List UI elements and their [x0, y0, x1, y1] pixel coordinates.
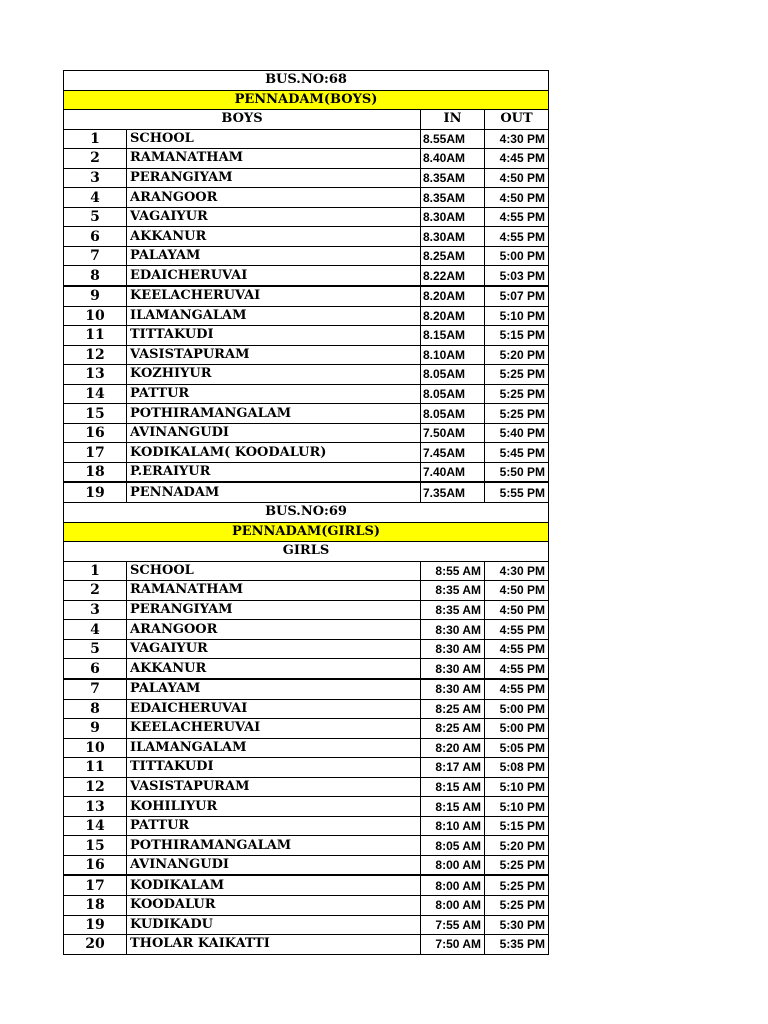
out-time: 5:35 PM: [485, 935, 549, 955]
out-time: 4:55 PM: [485, 639, 549, 659]
stop-name: KUDIKADU: [127, 915, 421, 935]
table-row: [64, 797, 549, 817]
stop-number: 3: [64, 600, 127, 620]
table-row: [64, 207, 549, 227]
in-time: 8:55 AM: [421, 561, 485, 581]
out-time: 5:10 PM: [485, 777, 549, 797]
stop-name: KOODALUR: [127, 895, 421, 915]
stop-name: ARANGOOR: [127, 620, 421, 640]
out-time: 5:15 PM: [485, 816, 549, 836]
stop-number: 9: [64, 719, 127, 739]
table-row: [64, 129, 549, 149]
in-time: 8:15 AM: [421, 777, 485, 797]
out-time: 5:10 PM: [485, 797, 549, 817]
stop-name: EDAICHERUVAI: [127, 266, 421, 286]
out-time: 5:00 PM: [485, 246, 549, 266]
out-time: 5:55 PM: [485, 482, 549, 502]
stop-name: TITTAKUDI: [127, 326, 421, 346]
table-row: [64, 738, 549, 758]
out-time: 4:55 PM: [485, 659, 549, 679]
group-header-row: [64, 542, 549, 562]
stop-name: PERANGIYAM: [127, 600, 421, 620]
stop-name: ARANGOOR: [127, 188, 421, 208]
in-time: 8.05AM: [421, 365, 485, 385]
table-row: [64, 462, 549, 482]
stop-name: KODIKALAM: [127, 875, 421, 895]
table-row: [64, 443, 549, 463]
table-row: [64, 935, 549, 955]
stop-name: P.ERAIYUR: [127, 462, 421, 482]
out-time: 5:20 PM: [485, 345, 549, 365]
stop-name: POTHIRAMANGALAM: [127, 836, 421, 856]
in-time: 8.55AM: [421, 129, 485, 149]
in-time: 8.40AM: [421, 149, 485, 169]
bus-number-row: [64, 503, 549, 523]
out-time: 4:50 PM: [485, 188, 549, 208]
stop-name: AKKANUR: [127, 659, 421, 679]
stop-number: 17: [64, 875, 127, 895]
stop-name: VASISTAPURAM: [127, 345, 421, 365]
stop-number: 7: [64, 679, 127, 699]
out-time: 5:00 PM: [485, 699, 549, 719]
in-time: 8:17 AM: [421, 758, 485, 778]
table-row: [64, 188, 549, 208]
stop-name: AKKANUR: [127, 227, 421, 247]
stop-name: EDAICHERUVAI: [127, 699, 421, 719]
stop-number: 15: [64, 404, 127, 424]
stop-number: 11: [64, 326, 127, 346]
stop-name: SCHOOL: [127, 129, 421, 149]
stop-number: 4: [64, 188, 127, 208]
bus-number: BUS.NO:68: [64, 71, 549, 91]
stop-number: 19: [64, 482, 127, 502]
stop-number: 1: [64, 561, 127, 581]
bus-number-row: [64, 71, 549, 91]
stop-number: 19: [64, 915, 127, 935]
in-time: 8.05AM: [421, 384, 485, 404]
table-row: [64, 326, 549, 346]
table-row: [64, 699, 549, 719]
stop-number: 13: [64, 797, 127, 817]
table-row: [64, 620, 549, 640]
stop-number: 8: [64, 266, 127, 286]
out-time: 5:10 PM: [485, 306, 549, 326]
stop-name: KODIKALAM( KOODALUR): [127, 443, 421, 463]
table-row: [64, 246, 549, 266]
in-time: 8:25 AM: [421, 719, 485, 739]
table-row: [64, 581, 549, 601]
in-time: 8.20AM: [421, 286, 485, 306]
stop-number: 2: [64, 149, 127, 169]
stop-number: 10: [64, 738, 127, 758]
in-time: 8.30AM: [421, 227, 485, 247]
stop-name: KOHILIYUR: [127, 797, 421, 817]
out-time: 5:25 PM: [485, 404, 549, 424]
in-time: 8:25 AM: [421, 699, 485, 719]
stop-name: PALAYAM: [127, 679, 421, 699]
table-row: [64, 227, 549, 247]
in-time: 7:50 AM: [421, 935, 485, 955]
table-row: [64, 600, 549, 620]
group-header: GIRLS: [64, 542, 549, 562]
stop-name: POTHIRAMANGALAM: [127, 404, 421, 424]
table-row: [64, 149, 549, 169]
in-time: 8:30 AM: [421, 659, 485, 679]
out-time: 4:45 PM: [485, 149, 549, 169]
out-time: 5:45 PM: [485, 443, 549, 463]
stop-name: RAMANATHAM: [127, 581, 421, 601]
out-time: 4:55 PM: [485, 679, 549, 699]
in-time: 8.05AM: [421, 404, 485, 424]
out-time: 5:25 PM: [485, 384, 549, 404]
stop-name: KOZHIYUR: [127, 365, 421, 385]
out-time: 5:03 PM: [485, 266, 549, 286]
in-time: 7:55 AM: [421, 915, 485, 935]
stop-name: AVINANGUDI: [127, 855, 421, 875]
in-time: 8:20 AM: [421, 738, 485, 758]
stop-name: PENNADAM: [127, 482, 421, 502]
stop-name: VASISTAPURAM: [127, 777, 421, 797]
in-time: 8:00 AM: [421, 855, 485, 875]
out-time: 4:30 PM: [485, 561, 549, 581]
table-row: [64, 423, 549, 443]
stop-number: 9: [64, 286, 127, 306]
stop-name: PATTUR: [127, 384, 421, 404]
in-time: 8:05 AM: [421, 836, 485, 856]
stop-name: PERANGIYAM: [127, 168, 421, 188]
out-time: 5:50 PM: [485, 462, 549, 482]
stop-number: 18: [64, 895, 127, 915]
table-row: [64, 816, 549, 836]
out-time: 4:30 PM: [485, 129, 549, 149]
stop-name: THOLAR KAIKATTI: [127, 935, 421, 955]
table-row: [64, 345, 549, 365]
stop-number: 18: [64, 462, 127, 482]
out-time: 5:25 PM: [485, 365, 549, 385]
table-row: [64, 306, 549, 326]
stop-number: 16: [64, 423, 127, 443]
out-header: OUT: [485, 110, 549, 130]
route-title: PENNADAM(BOYS): [64, 90, 549, 110]
timetable-body: [64, 71, 549, 955]
in-time: 8:00 AM: [421, 875, 485, 895]
in-time: 7.40AM: [421, 462, 485, 482]
bus-number: BUS.NO:69: [64, 503, 549, 523]
out-time: 4:50 PM: [485, 581, 549, 601]
in-time: 7.35AM: [421, 482, 485, 502]
table-row: [64, 365, 549, 385]
table-row: [64, 168, 549, 188]
out-time: 4:55 PM: [485, 620, 549, 640]
stop-name: PATTUR: [127, 816, 421, 836]
stop-name: KEELACHERUVAI: [127, 719, 421, 739]
out-time: 5:07 PM: [485, 286, 549, 306]
bus-timetable: [63, 70, 548, 955]
in-time: 8:30 AM: [421, 679, 485, 699]
out-time: 5:00 PM: [485, 719, 549, 739]
stop-number: 14: [64, 384, 127, 404]
out-time: 5:05 PM: [485, 738, 549, 758]
in-time: 8:35 AM: [421, 600, 485, 620]
stop-name: AVINANGUDI: [127, 423, 421, 443]
route-title: PENNADAM(GIRLS): [64, 522, 549, 542]
in-time: 8.35AM: [421, 188, 485, 208]
out-time: 4:50 PM: [485, 168, 549, 188]
stop-name: ILAMANGALAM: [127, 738, 421, 758]
stop-number: 2: [64, 581, 127, 601]
table-row: [64, 895, 549, 915]
stop-number: 4: [64, 620, 127, 640]
table-row: [64, 719, 549, 739]
stop-number: 1: [64, 129, 127, 149]
route-row: [64, 522, 549, 542]
stop-number: 7: [64, 246, 127, 266]
in-time: 8:30 AM: [421, 639, 485, 659]
in-time: 8.25AM: [421, 246, 485, 266]
table-row: [64, 561, 549, 581]
table-row: [64, 639, 549, 659]
out-time: 5:30 PM: [485, 915, 549, 935]
table-row: [64, 758, 549, 778]
table-row: [64, 482, 549, 502]
in-time: 8.10AM: [421, 345, 485, 365]
route-row: [64, 90, 549, 110]
table-row: [64, 286, 549, 306]
out-time: 5:15 PM: [485, 326, 549, 346]
stop-number: 6: [64, 227, 127, 247]
out-time: 4:55 PM: [485, 227, 549, 247]
stop-number: 3: [64, 168, 127, 188]
timetable-grid: [63, 70, 549, 955]
stop-number: 12: [64, 777, 127, 797]
stop-number: 16: [64, 855, 127, 875]
table-row: [64, 659, 549, 679]
in-time: 8:30 AM: [421, 620, 485, 640]
group-header: BOYS: [64, 110, 421, 130]
table-row: [64, 875, 549, 895]
stop-number: 6: [64, 659, 127, 679]
column-header-row: [64, 110, 549, 130]
stop-name: ILAMANGALAM: [127, 306, 421, 326]
in-time: 8:15 AM: [421, 797, 485, 817]
stop-name: TITTAKUDI: [127, 758, 421, 778]
table-row: [64, 915, 549, 935]
in-time: 8.35AM: [421, 168, 485, 188]
in-time: 8.30AM: [421, 207, 485, 227]
out-time: 5:40 PM: [485, 423, 549, 443]
stop-number: 15: [64, 836, 127, 856]
table-row: [64, 777, 549, 797]
stop-name: VAGAIYUR: [127, 207, 421, 227]
out-time: 4:55 PM: [485, 207, 549, 227]
in-time: 7.45AM: [421, 443, 485, 463]
stop-number: 20: [64, 935, 127, 955]
table-row: [64, 266, 549, 286]
stop-name: RAMANATHAM: [127, 149, 421, 169]
in-time: 8:35 AM: [421, 581, 485, 601]
in-time: 7.50AM: [421, 423, 485, 443]
out-time: 5:08 PM: [485, 758, 549, 778]
in-time: 8.22AM: [421, 266, 485, 286]
stop-number: 17: [64, 443, 127, 463]
in-time: 8.20AM: [421, 306, 485, 326]
stop-number: 5: [64, 639, 127, 659]
out-time: 5:20 PM: [485, 836, 549, 856]
table-row: [64, 855, 549, 875]
out-time: 4:50 PM: [485, 600, 549, 620]
stop-number: 13: [64, 365, 127, 385]
stop-number: 11: [64, 758, 127, 778]
stop-number: 14: [64, 816, 127, 836]
stop-number: 5: [64, 207, 127, 227]
stop-name: KEELACHERUVAI: [127, 286, 421, 306]
stop-number: 12: [64, 345, 127, 365]
table-row: [64, 679, 549, 699]
in-time: 8:10 AM: [421, 816, 485, 836]
in-time: 8:00 AM: [421, 895, 485, 915]
table-row: [64, 404, 549, 424]
out-time: 5:25 PM: [485, 895, 549, 915]
table-row: [64, 836, 549, 856]
stop-number: 10: [64, 306, 127, 326]
out-time: 5:25 PM: [485, 875, 549, 895]
out-time: 5:25 PM: [485, 855, 549, 875]
stop-name: SCHOOL: [127, 561, 421, 581]
in-header: IN: [421, 110, 485, 130]
in-time: 8.15AM: [421, 326, 485, 346]
table-row: [64, 384, 549, 404]
stop-number: 8: [64, 699, 127, 719]
stop-name: VAGAIYUR: [127, 639, 421, 659]
stop-name: PALAYAM: [127, 246, 421, 266]
